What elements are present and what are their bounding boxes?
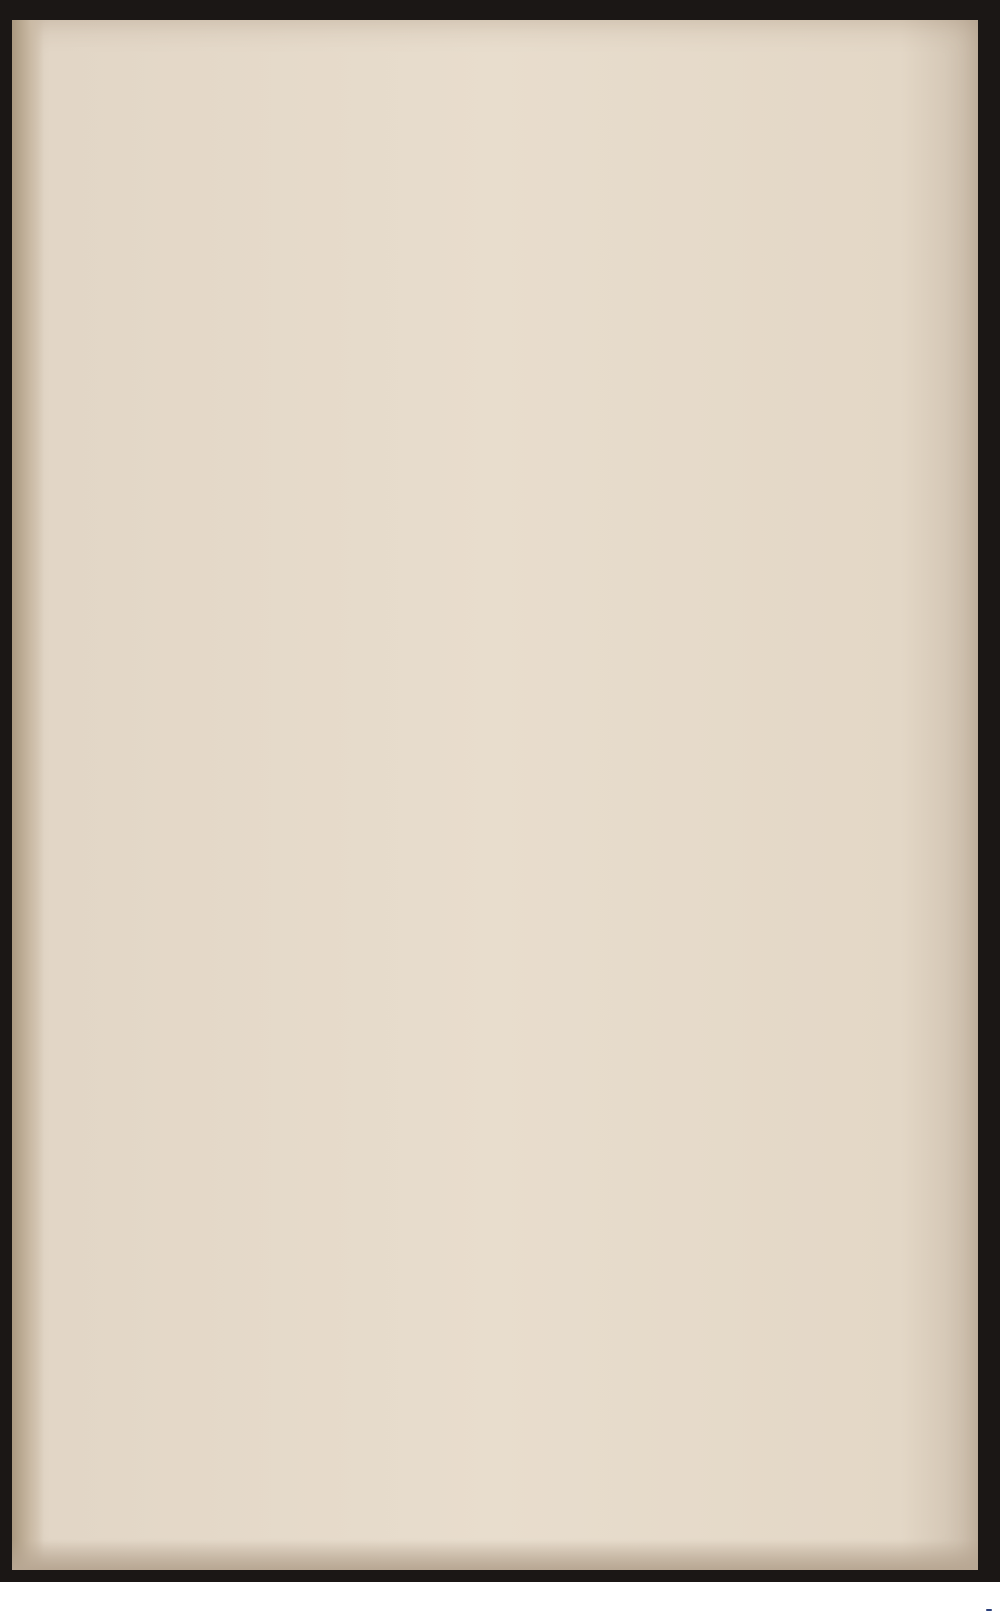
text-line bbox=[226, 192, 946, 233]
dfg-logo bbox=[986, 1609, 992, 1611]
section-heading-line-2 bbox=[226, 151, 946, 192]
page-text bbox=[226, 110, 946, 316]
section-heading-line-1 bbox=[226, 110, 946, 151]
page-gutter bbox=[12, 20, 44, 1570]
footer-credit bbox=[982, 1609, 992, 1611]
catchword bbox=[226, 275, 946, 316]
text-line bbox=[226, 234, 946, 275]
page-edge-shadow bbox=[12, 1540, 978, 1570]
dropcap-paragraph-start bbox=[226, 192, 946, 274]
